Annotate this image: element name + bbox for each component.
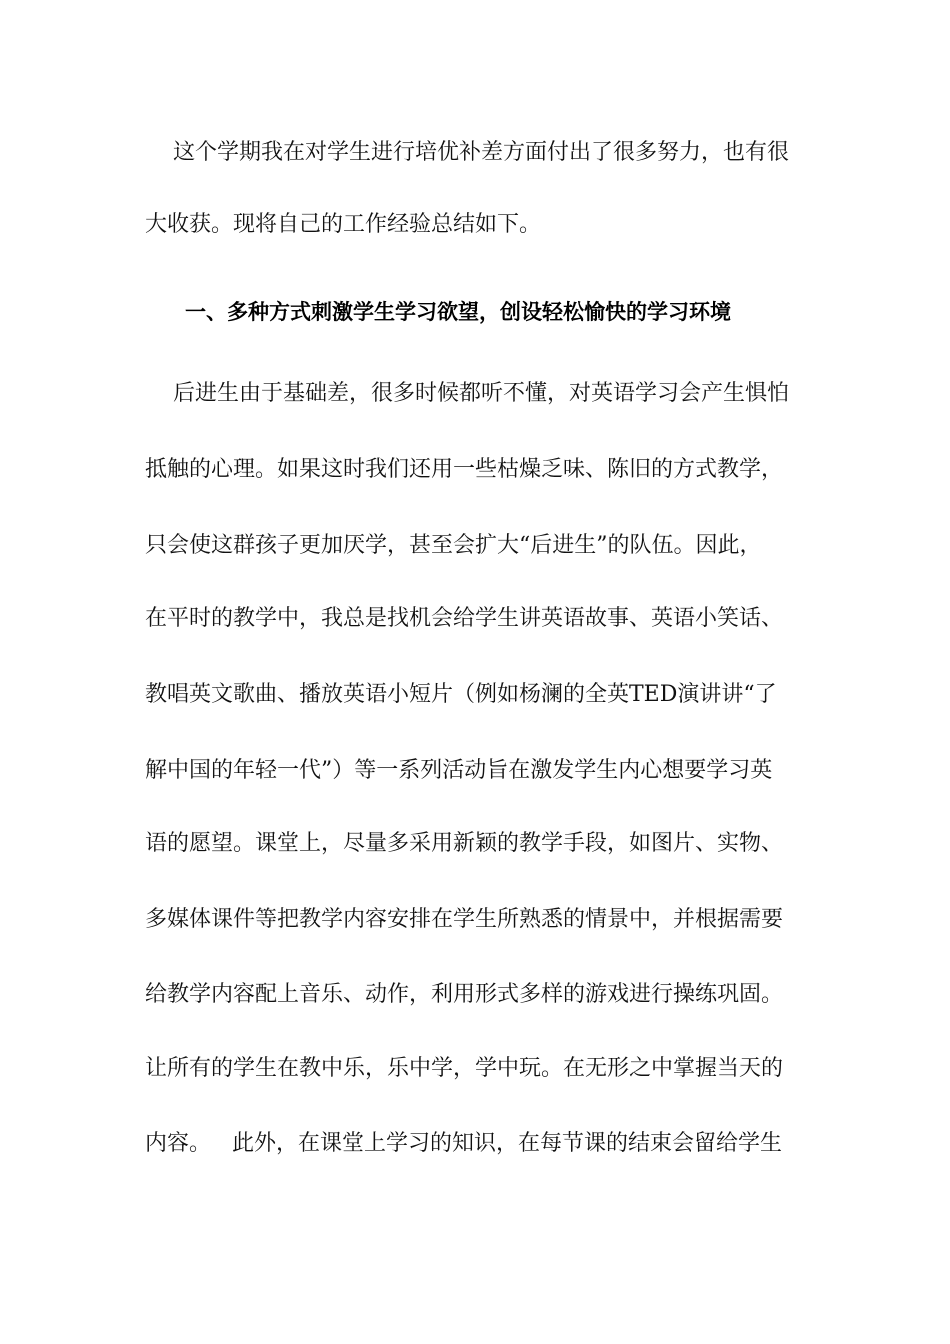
paragraph-2-line-8: 多媒体课件等把教学内容安排在学生所熟悉的情景中，并根据需要 [145, 907, 784, 932]
paragraph-2-line-9: 给教学内容配上音乐、动作，利用形式多样的游戏进行操练巩固。 [145, 982, 784, 1007]
paragraph-2-line-10: 让所有的学生在教中乐，乐中学，学中玩。在无形之中掌握当天的 [145, 1056, 784, 1081]
paragraph-2-line-6: 解中国的年轻一代”）等一系列活动旨在激发学生内心想要学习英 [145, 758, 773, 783]
paragraph-2-line-2: 抵触的心理。如果这时我们还用一些枯燥乏味、陈旧的方式教学， [145, 457, 784, 482]
paragraph-1-line-1: 这个学期我在对学生进行培优补差方面付出了很多努力，也有很 [145, 140, 789, 165]
section-1-heading: 一、多种方式刺激学生学习欲望，创设轻松愉快的学习环境 [185, 300, 731, 324]
paragraph-2-line-4: 在平时的教学中，我总是找机会给学生讲英语故事、英语小笑话、 [145, 606, 784, 631]
paragraph-2-line-11: 内容。 此外，在课堂上学习的知识，在每节课的结束会留给学生 [145, 1131, 782, 1156]
paragraph-2-line-3: 只会使这群孩子更加厌学，甚至会扩大“后进生”的队伍。因此， [145, 533, 762, 558]
paragraph-1-line-2: 大收获。现将自己的工作经验总结如下。 [145, 212, 542, 237]
paragraph-2-line-1: 后进生由于基础差，很多时候都听不懂，对英语学习会产生惧怕 [145, 381, 789, 406]
paragraph-2-line-7: 语的愿望。课堂上，尽量多采用新颖的教学手段，如图片、实物、 [145, 831, 784, 856]
paragraph-2-line-5: 教唱英文歌曲、播放英语小短片（例如杨澜的全英TED演讲讲“了 [145, 682, 777, 707]
